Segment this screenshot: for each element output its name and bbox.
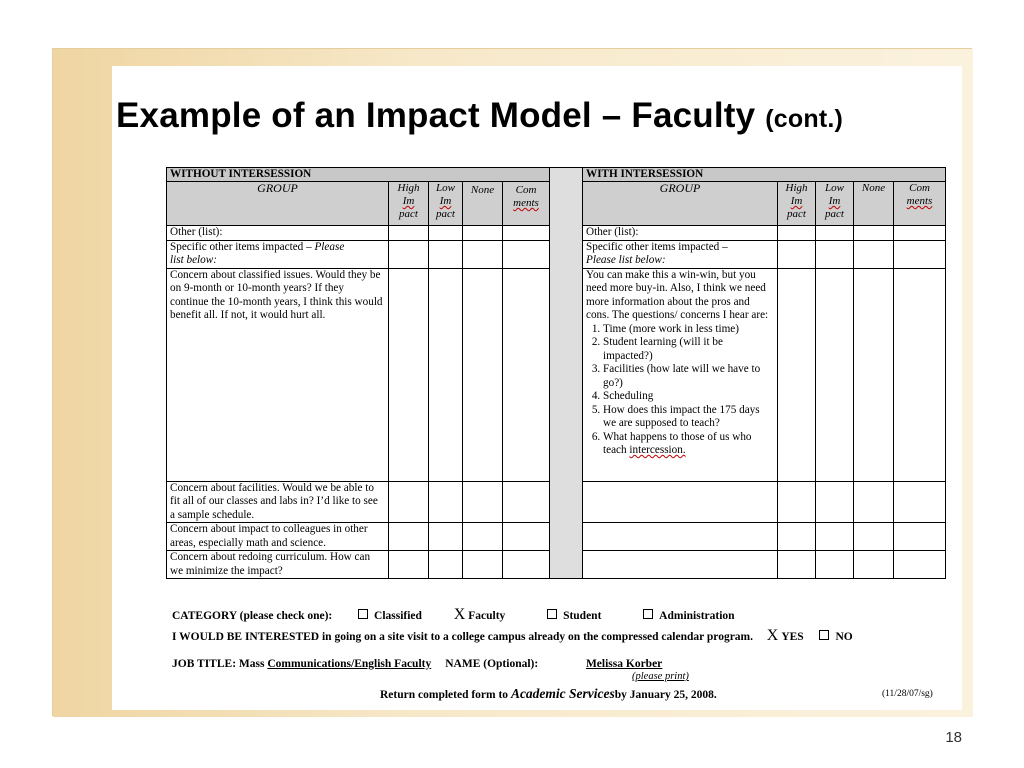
with-comments-header xyxy=(894,182,946,226)
comments-line-2: ments xyxy=(513,197,539,209)
with-none-header: None xyxy=(854,182,894,226)
list-item: 1. Time (more work in less time) xyxy=(603,323,774,337)
administration-label: Administration xyxy=(659,610,735,622)
list-item xyxy=(603,431,774,458)
without-other-cell: Other (list): xyxy=(167,226,389,241)
high-impact-line-3: pact xyxy=(787,208,806,220)
column-gap xyxy=(550,168,583,579)
comments-line-2: ments xyxy=(906,195,933,207)
with-specific-cell xyxy=(583,240,778,268)
without-high-impact-header xyxy=(389,182,429,226)
return-office: Academic Services xyxy=(510,686,615,701)
job-title-value[interactable]: Communications/English Faculty xyxy=(267,658,432,670)
with-group-header: GROUP xyxy=(583,182,778,226)
interest-text: I WOULD BE INTERESTED in going on a site visit to a college campus already on the compressed calendar program. xyxy=(172,631,753,643)
yes-label: YES xyxy=(781,631,804,643)
comments-line-1: Com xyxy=(515,184,537,196)
job-title-line xyxy=(172,658,662,670)
category-line xyxy=(172,606,735,624)
list-item: 5. How does this impact the 175 days we are supposed to teach? xyxy=(603,404,774,431)
yes-check-mark[interactable]: X xyxy=(766,627,779,644)
comments-line-1: Com xyxy=(909,182,930,194)
high-impact-line-1: High xyxy=(397,182,420,194)
low-impact-line-3: pact xyxy=(436,208,455,220)
intercession-word: intercession. xyxy=(629,444,686,456)
title-suffix: (cont.) xyxy=(765,105,844,133)
high-impact-line-2: Im xyxy=(790,195,803,207)
high-impact-line-3: pact xyxy=(399,208,418,220)
without-group-header: GROUP xyxy=(167,182,389,226)
with-winwin-cell xyxy=(583,268,778,481)
interest-line xyxy=(172,627,853,645)
high-impact-line-2: Im xyxy=(402,195,415,207)
winwin-text: You can make this a win-win, but you need more buy-in. Also, I think we need more information about the pros and cons. The questions/ concerns I hear are: xyxy=(586,268,769,321)
student-label: Student xyxy=(563,610,602,622)
list-item: 4. Scheduling xyxy=(603,390,774,404)
please-print-note xyxy=(632,671,689,682)
without-classified-cell: Concern about classified issues. Would they be on 9-month or 10-month years? If they continue the 10-month years, I think this would benefit all. If not, it would hurt all. xyxy=(167,268,389,481)
with-header: WITH INTERSESSION xyxy=(583,168,946,182)
return-line xyxy=(380,686,717,702)
low-impact-line-1: Low xyxy=(436,182,455,194)
page-number: 18 xyxy=(945,729,962,746)
with-low-impact-header xyxy=(816,182,854,226)
slide-title xyxy=(116,96,843,136)
without-facilities-cell: Concern about facilities. Would we be able to fit all of our classes and labs in? I’d like to see a sample schedule. xyxy=(167,481,389,523)
with-high-impact-header xyxy=(778,182,816,226)
concerns-list xyxy=(586,323,774,458)
category-label: CATEGORY (please check one): xyxy=(172,610,333,622)
list-item: 2. Student learning (will it be impacted?) xyxy=(603,336,774,363)
administration-checkbox[interactable] xyxy=(643,609,653,619)
faculty-check-mark[interactable]: X xyxy=(453,606,466,623)
impact-model-table xyxy=(166,167,946,579)
without-low-impact-header xyxy=(429,182,463,226)
classified-checkbox[interactable] xyxy=(358,609,368,619)
list-item: 3. Facilities (how late will we have to go?) xyxy=(603,363,774,390)
without-none-header: None xyxy=(463,182,503,226)
classified-label: Classified xyxy=(374,610,422,622)
without-comments-header xyxy=(503,182,550,226)
specific-lead: Specific other items impacted – xyxy=(170,240,312,253)
specific-italic: Please xyxy=(314,240,345,253)
specific-italic: list below: xyxy=(170,254,217,266)
job-title-label: JOB TITLE: Mass xyxy=(172,658,265,670)
concern-text: What happens to those of us who teach xyxy=(603,430,752,456)
return-deadline: by January 25, 2008. xyxy=(614,689,717,701)
return-prefix: Return completed form to xyxy=(380,689,509,701)
with-other-cell: Other (list): xyxy=(583,226,778,241)
specific-lead: Specific other items impacted – xyxy=(586,240,728,253)
low-impact-line-1: Low xyxy=(825,182,844,194)
name-label: NAME (Optional): xyxy=(445,658,539,670)
please-print-text: (please print) xyxy=(632,671,689,682)
form-code: (11/28/07/sg) xyxy=(882,689,933,699)
faculty-label: Faculty xyxy=(468,610,506,622)
student-checkbox[interactable] xyxy=(547,609,557,619)
without-header: WITHOUT INTERSESSION xyxy=(167,168,550,182)
specific-italic: Please list below: xyxy=(586,254,666,266)
without-colleagues-cell: Concern about impact to colleagues in other areas, especially math and science. xyxy=(167,523,389,551)
high-impact-line-1: High xyxy=(785,182,808,194)
low-impact-line-2: Im xyxy=(828,195,841,207)
title-text: Example of an Impact Model – Faculty xyxy=(116,96,756,135)
without-curriculum-cell: Concern about redoing curriculum. How can we minimize the impact? xyxy=(167,551,389,579)
name-value[interactable]: Melissa Korber xyxy=(585,658,663,670)
no-label: NO xyxy=(835,631,853,643)
no-checkbox[interactable] xyxy=(819,630,829,640)
table-header-row xyxy=(167,168,946,182)
low-impact-line-2: Im xyxy=(439,195,452,207)
low-impact-line-3: pact xyxy=(825,208,844,220)
without-specific-cell xyxy=(167,240,389,268)
